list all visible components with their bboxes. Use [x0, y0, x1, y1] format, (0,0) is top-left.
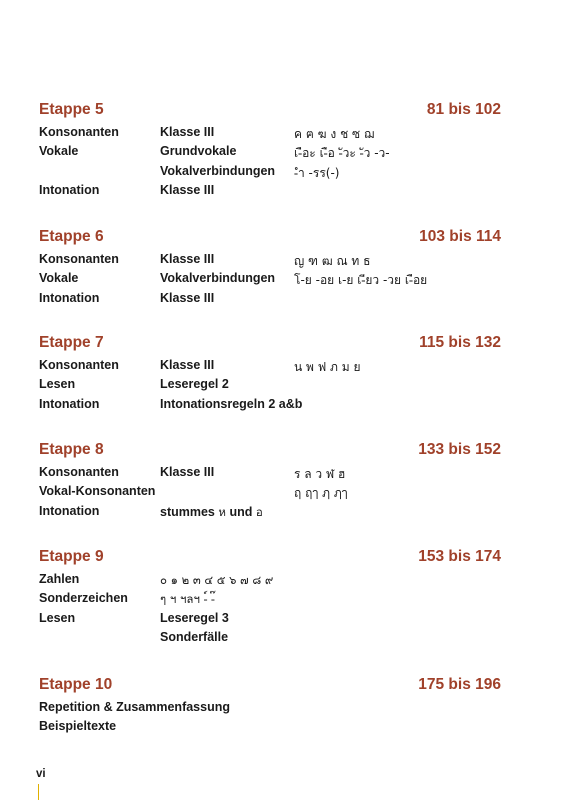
topic-label: Vokal-Konsonanten: [39, 484, 156, 499]
topic-label: Vokale: [39, 271, 79, 286]
section-header: [39, 101, 501, 125]
section-etappe-7: [39, 334, 501, 416]
thai-characters: เ-ือะ เ-ือ -ัวะ -ัว -ว-: [294, 146, 390, 161]
subtopic-label: Intonationsregeln 2 a&b: [160, 396, 303, 411]
topic-label: Intonation: [39, 396, 100, 411]
section-header: [39, 334, 501, 358]
toc-row: [39, 465, 501, 484]
toc-row: [39, 271, 501, 290]
subtopic-label: Klasse III: [160, 252, 215, 266]
toc-row: [39, 377, 501, 396]
thai-characters: ฤ ฤๅ ฦ ฦๅ: [294, 486, 348, 501]
thai-characters: ค ฅ ฆ ง ช ซ ฌ: [294, 127, 375, 141]
thai-characters: ร ล ว ฬ ฮ: [294, 467, 346, 481]
section-header: [39, 441, 501, 465]
subtopic-label: Vokalverbindungen: [160, 271, 276, 286]
section-header: [39, 676, 501, 700]
toc-row: [39, 572, 501, 591]
toc-row: [39, 719, 501, 738]
subtopic-label: Leseregel 2: [160, 377, 229, 392]
section-title: Etappe 5: [39, 101, 104, 118]
page-number: vi: [36, 768, 46, 780]
topic-label: Konsonanten: [39, 125, 119, 139]
section-page-range: 103 bis 114: [419, 228, 501, 245]
toc-row: [39, 504, 501, 523]
toc-row: [39, 611, 501, 630]
topic-label: Intonation: [39, 503, 100, 518]
margin-rule: [38, 784, 39, 800]
toc-row: [39, 484, 501, 503]
topic-label: Konsonanten: [39, 358, 119, 372]
topic-label: Vokale: [39, 144, 79, 159]
toc-row: [39, 630, 501, 649]
topic-label: Sonderzeichen: [39, 591, 128, 606]
topic-label: Intonation: [39, 183, 100, 198]
subtopic-label: Klasse III: [160, 290, 215, 305]
section-page-range: 175 bis 196: [418, 676, 501, 693]
thai-character: ห: [218, 504, 226, 519]
toc-row: [39, 700, 501, 719]
subtopic-text: und: [229, 504, 253, 519]
section-title: Etappe 10: [39, 676, 113, 693]
thai-characters: ๐ ๑ ๒ ๓ ๔ ๕ ๖ ๗ ๘ ๙: [160, 573, 274, 587]
thai-characters: ญ ฑ ฒ ณ ท ธ: [294, 254, 371, 268]
toc-row: [39, 144, 501, 163]
subtopic-label: [160, 504, 263, 522]
subtopic-label: Klasse III: [160, 358, 215, 372]
section-etappe-9: [39, 548, 501, 650]
topic-label: Konsonanten: [39, 252, 119, 266]
toc-row: [39, 397, 501, 416]
thai-characters: -ำ -รร(-): [294, 165, 340, 180]
toc-row: [39, 291, 501, 310]
section-etappe-6: [39, 228, 501, 310]
section-page-range: 153 bis 174: [418, 548, 501, 565]
topic-label: Intonation: [39, 290, 100, 305]
toc-row: [39, 252, 501, 271]
section-etappe-8: [39, 441, 501, 523]
thai-character: อ: [255, 504, 263, 519]
section-page-range: 133 bis 152: [418, 441, 501, 458]
toc-row: [39, 358, 501, 377]
section-title: Etappe 8: [39, 441, 104, 458]
subtopic-label: Klasse III: [160, 465, 215, 479]
toc-row: [39, 164, 501, 183]
thai-characters: น พ ฟ ภ ม ย: [294, 360, 361, 374]
section-page-range: 115 bis 132: [419, 334, 501, 351]
topic-label: Beispieltexte: [39, 719, 117, 734]
thai-characters: ๆ ฯ ฯลฯ -์ -๊: [160, 592, 215, 607]
topic-label: Lesen: [39, 610, 76, 625]
subtopic-label: Klasse III: [160, 183, 215, 198]
subtopic-label: Klasse III: [160, 125, 215, 139]
subtopic-text: stummes: [160, 504, 215, 519]
section-title: Etappe 9: [39, 548, 104, 565]
section-page-range: 81 bis 102: [426, 101, 501, 118]
thai-characters: โ-ย -อย เ-ย เ-ียว -วย เ-ือย: [294, 273, 428, 288]
section-title: Etappe 6: [39, 228, 104, 245]
topic-label: Konsonanten: [39, 465, 119, 479]
toc-row: [39, 591, 501, 610]
toc-row: [39, 125, 501, 144]
topic-label: Zahlen: [39, 572, 80, 586]
section-etappe-10: [39, 676, 501, 739]
section-header: [39, 548, 501, 572]
subtopic-label: Sonderfälle: [160, 630, 229, 645]
section-etappe-5: [39, 101, 501, 203]
section-header: [39, 228, 501, 252]
subtopic-label: Vokalverbindungen: [160, 163, 276, 178]
toc-row: [39, 183, 501, 202]
subtopic-label: Grundvokale: [160, 144, 237, 159]
topic-label: Lesen: [39, 377, 76, 392]
subtopic-label: Leseregel 3: [160, 610, 229, 625]
topic-label: Repetition & Zusammenfassung: [39, 700, 230, 714]
section-title: Etappe 7: [39, 334, 104, 351]
